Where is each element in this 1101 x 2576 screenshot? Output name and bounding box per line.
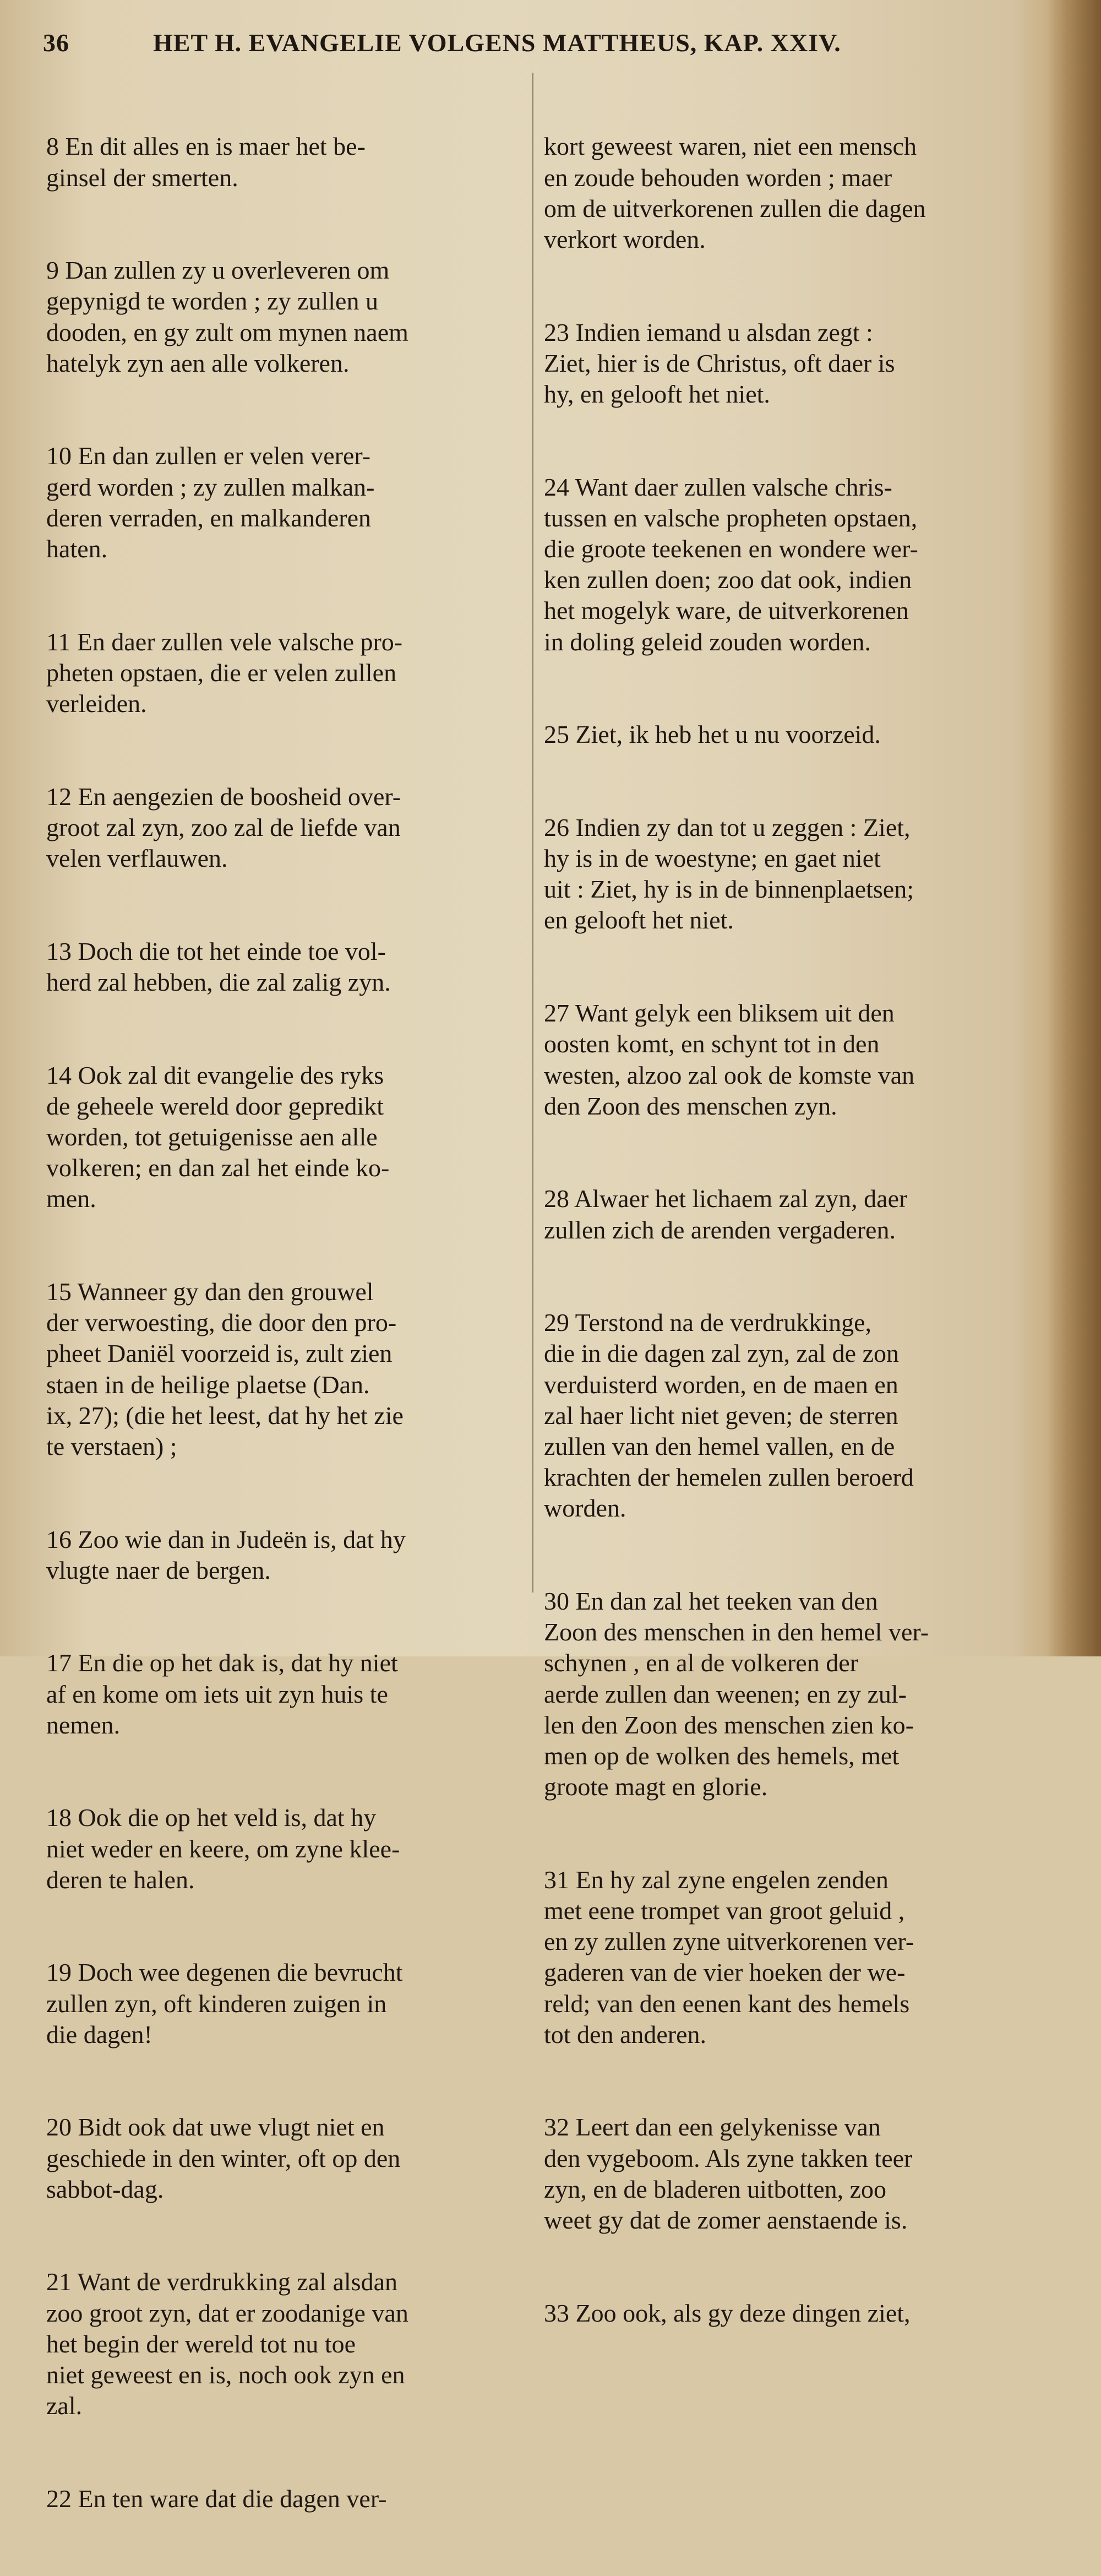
verse-29: 29 Terstond na de verdrukkinge, die in die dagen zal zyn, zal de zon verduisterd worden, en de maen en zal haer licht niet geven; de sterren zullen van den hemel vallen, en de krachten der hemelen zullen beroerd worden. <box>544 1308 914 1523</box>
verse-25: 25 Ziet, ik heb het u nu voorzeid. <box>544 720 881 749</box>
verse-19: 19 Doch wee degenen die bevrucht zullen zyn, oft kinderen zuigen in die dagen! <box>46 1958 403 2048</box>
verse-28: 28 Alwaer het lichaem zal zyn, daer zullen zich de arenden vergaderen. <box>544 1184 908 1244</box>
verse-13: 13 Doch die tot het einde toe vol- herd zal hebben, die zal zalig zyn. <box>46 937 391 996</box>
page-number: 36 <box>43 29 69 57</box>
verse-26: 26 Indien zy dan tot u zeggen : Ziet, hy is in de woestyne; en gaet niet uit : Ziet, hy is in de binnenplaetsen; en gelooft het niet. <box>544 813 914 934</box>
column-divider <box>532 73 533 1593</box>
verse-27: 27 Want gelyk een bliksem uit den oosten komt, en schynt tot in den westen, alzoo zal ook de komste van den Zoon des menschen zyn. <box>544 999 915 1120</box>
verse-23: 23 Indien iemand u alsdan zegt : Ziet, hier is de Christus, oft daer is hy, en gelooft het niet. <box>544 318 895 409</box>
verse-22-start: 22 En ten ware dat die dagen ver- <box>46 2484 387 2513</box>
verse-20: 20 Bidt ook dat uwe vlugt niet en geschiede in den winter, oft op den sabbot-dag. <box>46 2113 401 2203</box>
verse-31: 31 En hy zal zyne engelen zenden met eene trompet van groot geluid , en zy zullen zyne uitverkorenen ver- gaderen van de vier hoeken der we- reld; van den eenen kant des hemels tot den anderen. <box>544 1865 914 2048</box>
verse-24: 24 Want daer zullen valsche chris- tussen en valsche propheten opstaen, die groote teekenen en wondere wer- ken zullen doen; zoo dat ook, indien het mogelyk ware, de uitverkorenen in doling geleid zouden worden. <box>544 472 918 656</box>
verse-10: 10 En dan zullen er velen verer- gerd worden ; zy zullen malkan- deren verraden, en malkanderen haten. <box>46 442 375 563</box>
verse-30: 30 En dan zal het teeken van den Zoon des menschen in den hemel ver- schynen , en al de volkeren der aerde zullen dan weenen; en zy zul- len den Zoon des menschen zien ko- men op de wolken des hemels, met groote magt en glorie. <box>544 1586 929 1801</box>
running-title: HET H. EVANGELIE VOLGENS MATTHEUS, KAP. XXIV. <box>153 29 841 57</box>
verse-12: 12 En aengezien de boosheid over- groot zal zyn, zoo zal de liefde van velen verflauwen. <box>46 782 401 873</box>
verse-33-start: 33 Zoo ook, als gy deze dingen ziet, <box>544 2298 911 2327</box>
verse-18: 18 Ook die op het veld is, dat hy niet weder en keere, om zyne klee- deren te halen. <box>46 1803 400 1894</box>
verse-14: 14 Ook zal dit evangelie des ryks de geheele wereld door gepredikt worden, tot getuigenisse aen alle volkeren; en dan zal het einde ko- men. <box>46 1061 390 1213</box>
verse-17: 17 En die op het dak is, dat hy niet af en kome om iets uit zyn huis te nemen. <box>46 1649 398 1739</box>
verse-21: 21 Want de verdrukking zal alsdan zoo groot zyn, dat er zoodanige van het begin der wereld tot nu toe niet geweest en is, noch ook zyn en zal. <box>46 2268 408 2420</box>
verse-16: 16 Zoo wie dan in Judeën is, dat hy vlugte naer de bergen. <box>46 1525 406 1584</box>
left-column <box>46 69 531 2513</box>
verse-32: 32 Leert dan een gelykenisse van den vygeboom. Als zyne takken teer zyn, en de bladeren uitbotten, zoo weet gy dat de zomer aenstaende is. <box>544 2113 913 2235</box>
verse-15: 15 Wanneer gy dan den grouwel der verwoesting, die door den pro- pheet Daniël voorzeid is, zult zien staen in de heilige plaetse (Dan. ix, 27); (die het leest, dat hy het zie te verstaen) ; <box>46 1277 404 1460</box>
right-column <box>544 69 1028 2327</box>
running-head <box>43 21 1039 65</box>
verse-8: 8 En dit alles en is maer het be- ginsel der smerten. <box>46 132 366 192</box>
verse-22-continued: kort geweest waren, niet een mensch en zoude behouden worden ; maer om de uitverkorenen zullen die dagen verkort worden. <box>544 132 926 254</box>
verse-11: 11 En daer zullen vele valsche pro- pheten opstaen, die er velen zullen verleiden. <box>46 627 403 718</box>
verse-9: 9 Dan zullen zy u overleveren om gepynigd te worden ; zy zullen u dooden, en gy zult om mynen naem hatelyk zyn aen alle volkeren. <box>46 256 408 377</box>
